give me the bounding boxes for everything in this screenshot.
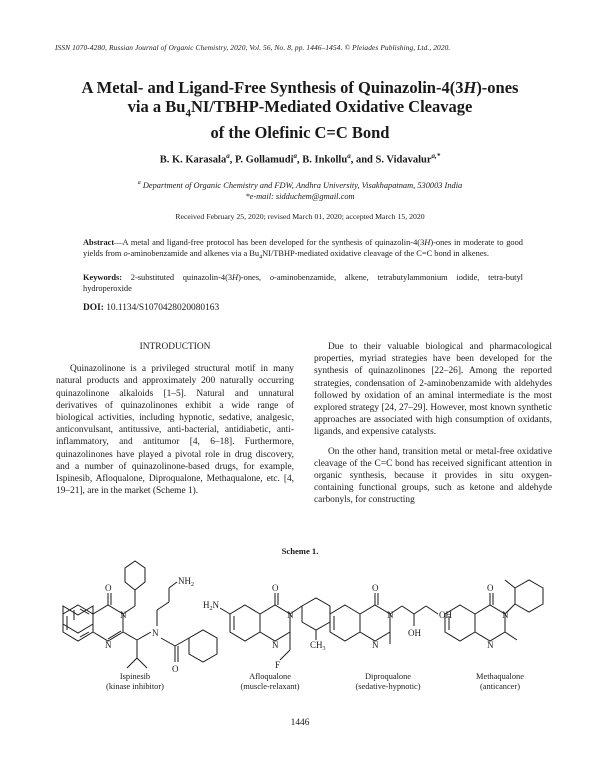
nitrogen-label: N [502, 610, 509, 620]
right-paragraph-2: On the other hand, transition metal or metal-free oxidative cleavage of the C=C bond has received significant attention in organic synthesis, because it provides in situ oxygen-containing functional groups, such as ketone and aldehyde carbonyls, for constructing [314, 446, 552, 506]
amine-label: $H_2N$ [203, 600, 219, 612]
author-list: B. K. Karasala$^a$, P. Gollamudi$^a$, B. Inkollu$^a$, and S. Vidavalur$^{a,*}$ [159, 152, 441, 166]
intro-paragraph-1: Quinazolinone is a privileged structural motif in many natural products and approximately 200 naturally occurring quinazolinone alkaloids [1–5]. Natural and unnatural derivatives of quinazolinones exhibit a wide range of biological activities, including hypnotic, sedative, analgesic, anticonvulsant, antitussive, anti-bacterial, antidiabetic, anti-inflammatory, and antitumor [4, 6–18]. Furthermore, quinazolinones have played a pivotal role in drug discovery, and a number of quinazolinone-based drugs, for example, Ispinesib, Afloqualone, Diproqualone, Methaqualone, etc. [4, 19–21], are in the market (Scheme 1). [56, 364, 294, 497]
affiliation: $^a$ Department of Organic Chemistry and FDW, Andhra University, Visakhapatnam, 530003 India *e-mail: sidduchem@gmail.com [30, 178, 570, 202]
nitrogen-label: N [487, 640, 494, 650]
received-dates: Received February 25, 2020; revised March 01, 2020; accepted March 15, 2020 [175, 212, 425, 221]
amine-label: $NH_2$ [178, 576, 194, 588]
abstract: Abstract—A metal and ligand-free protocol has been developed for the synthesis of quinazolin-4(3H)-ones in moderate to good yields from o-aminobenzamide and alkenes via a $Bu_4NI/TBHP$-mediated oxidative cleavage of the C=C bond in alkenes. [83, 238, 523, 261]
ispinesib-atom-labels [105, 576, 194, 674]
oxygen-label: O [372, 583, 379, 593]
left-column [56, 341, 294, 497]
page-number: 1446 [290, 718, 310, 728]
doi-link[interactable]: 10.1134/S1070428020080163 [103, 303, 220, 313]
afloqualone-caption: Afloqualone (muscle-relaxant) [240, 672, 300, 691]
nitrogen-label: N [105, 640, 112, 650]
section-heading-introduction: INTRODUCTION [139, 342, 211, 352]
keywords: Keywords: 2-substituted quinazolin-4(3H)-ones, o-aminobenzamide, alkene, tetrabutylammonium iodide, tetra-butyl hydroperoxide [83, 273, 523, 293]
journal-citation: ISSN 1070-4280, Russian Journal of Organic Chemistry, 2020, Vol. 56, No. 8, pp. 1446–1454. © Pleiades Publishing, Ltd., 2020. [55, 43, 451, 52]
afloqualone-atom-labels [203, 583, 326, 670]
article-title [30, 78, 570, 142]
oxygen-label: O [105, 583, 112, 593]
title-line-3: of the Olefinic C=C Bond [210, 123, 390, 143]
diproqualone-atom-labels [372, 583, 452, 650]
title-line-1: A Metal- and Ligand-Free Synthesis of Quinazolin-4(3H)-ones [81, 78, 519, 97]
methaqualone-structure [445, 580, 543, 641]
methaqualone-caption: Methaqualone (anticancer) [476, 672, 524, 691]
oxygen-label: O [487, 583, 494, 593]
ispinesib-structure [63, 561, 217, 668]
nitrogen-label: N [287, 610, 294, 620]
scheme-title: Scheme 1. [281, 546, 319, 556]
fluorine-label: F [275, 660, 281, 670]
ispinesib-caption: Ispinesib (kinase inhibitor) [106, 672, 164, 691]
hydroxyl-label: OH [439, 610, 452, 620]
hydroxyl-label: OH [408, 628, 421, 638]
scheme-1-figure [55, 560, 555, 700]
nitrogen-label: N [372, 640, 379, 650]
diproqualone-structure [330, 593, 438, 644]
oxygen-label: O [272, 583, 279, 593]
nitrogen-label: N [120, 610, 127, 620]
corresponding-email[interactable]: *e-mail: sidduchem@gmail.com [245, 191, 355, 201]
nitrogen-label: N [152, 628, 159, 638]
oxygen-label: O [172, 664, 179, 674]
nitrogen-label: N [387, 610, 394, 620]
right-column [314, 341, 552, 507]
methyl-label: $CH_3$ [310, 640, 326, 652]
nitrogen-label: N [272, 640, 279, 650]
doi: DOI: 10.1134/S1070428020080163 [83, 303, 220, 313]
title-line-2: via a $Bu_4NI/TBHP$-Mediated Oxidative Cleavage [127, 97, 473, 120]
right-paragraph-1: Due to their valuable biological and pharmacological properties, myriad strategies have been developed for the synthesis of quinazolinones [22–26]. Among the reported strategies, condensation of 2-aminobenzamide with aldehydes followed by oxidation of an aminal intermediate is the most explored strategy [24, 27–29]. However, most known synthetic approaches are associated with high consumption of oxidants, ligands, and expensive catalysts. [314, 342, 552, 438]
diproqualone-caption: Diproqualone (sedative-hypnotic) [355, 672, 421, 691]
